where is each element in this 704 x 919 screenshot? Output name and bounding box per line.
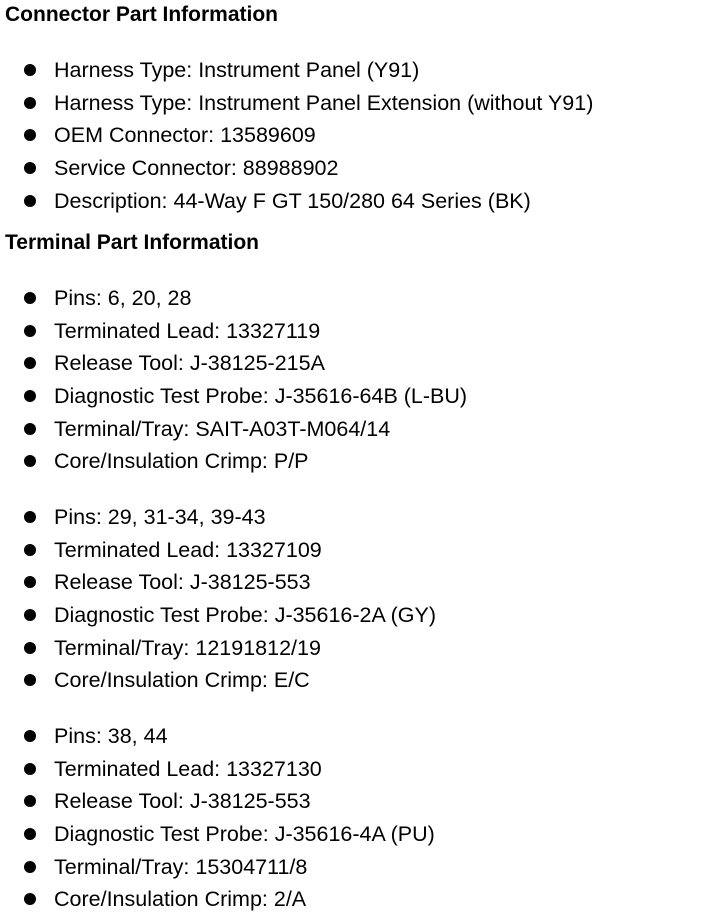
bullet-icon [24, 357, 36, 369]
bullet-icon [24, 642, 36, 654]
bullet-icon [24, 292, 36, 304]
bullet-icon [24, 730, 36, 742]
terminal-release-tool: Release Tool: J-38125-553 [54, 570, 311, 595]
connector-service-number: Service Connector: 88988902 [54, 156, 339, 181]
connector-oem-number: OEM Connector: 13589609 [54, 123, 316, 148]
bullet-icon [24, 455, 36, 467]
bullet-icon [24, 674, 36, 686]
terminal-pins: Pins: 29, 31-34, 39-43 [54, 505, 266, 529]
bullet-icon [24, 64, 36, 76]
bullet-icon [24, 162, 36, 174]
bullet-icon [24, 828, 36, 840]
bullet-icon [24, 795, 36, 807]
terminal-release-tool: Release Tool: J-38125-553 [54, 789, 311, 814]
bullet-icon [24, 423, 36, 435]
bullet-icon [24, 390, 36, 402]
bullet-icon [24, 861, 36, 873]
bullet-icon [24, 195, 36, 207]
bullet-icon [24, 576, 36, 588]
connector-harness-type: Harness Type: Instrument Panel (Y91) [54, 58, 420, 82]
bullet-icon [24, 609, 36, 621]
terminal-test-probe: Diagnostic Test Probe: J-35616-2A (GY) [54, 603, 437, 628]
bullet-icon [24, 544, 36, 556]
terminal-test-probe: Diagnostic Test Probe: J-35616-64B (L-BU) [54, 384, 468, 409]
bullet-icon [24, 325, 36, 337]
terminal-tray: Terminal/Tray: SAIT-A03T-M064/14 [54, 416, 391, 441]
terminal-crimp: Core/Insulation Crimp: 2/A [54, 887, 307, 912]
terminal-pins: Pins: 38, 44 [54, 724, 168, 748]
terminal-terminated-lead: Terminated Lead: 13327109 [54, 537, 322, 562]
terminal-crimp: Core/Insulation Crimp: P/P [54, 449, 309, 474]
terminal-test-probe: Diagnostic Test Probe: J-35616-4A (PU) [54, 822, 435, 847]
connector-description: Description: 44-Way F GT 150/280 64 Series (BK) [54, 188, 531, 213]
terminal-tray: Terminal/Tray: 15304711/8 [54, 854, 308, 879]
bullet-icon [24, 97, 36, 109]
bullet-icon [24, 893, 36, 905]
terminal-crimp: Core/Insulation Crimp: E/C [54, 668, 310, 693]
terminal-terminated-lead: Terminated Lead: 13327130 [54, 756, 322, 781]
terminal-terminated-lead: Terminated Lead: 13327119 [54, 318, 321, 343]
terminal-tray: Terminal/Tray: 12191812/19 [54, 635, 321, 660]
bullet-icon [24, 511, 36, 523]
terminal-release-tool: Release Tool: J-38125-215A [54, 351, 325, 376]
bullet-icon [24, 763, 36, 775]
terminal-part-heading: Terminal Part Information [5, 231, 259, 254]
connector-harness-type-extension: Harness Type: Instrument Panel Extension (without Y91) [54, 90, 594, 115]
bullet-icon [24, 129, 36, 141]
connector-part-heading: Connector Part Information [5, 3, 279, 26]
terminal-pins: Pins: 6, 20, 28 [54, 286, 192, 310]
